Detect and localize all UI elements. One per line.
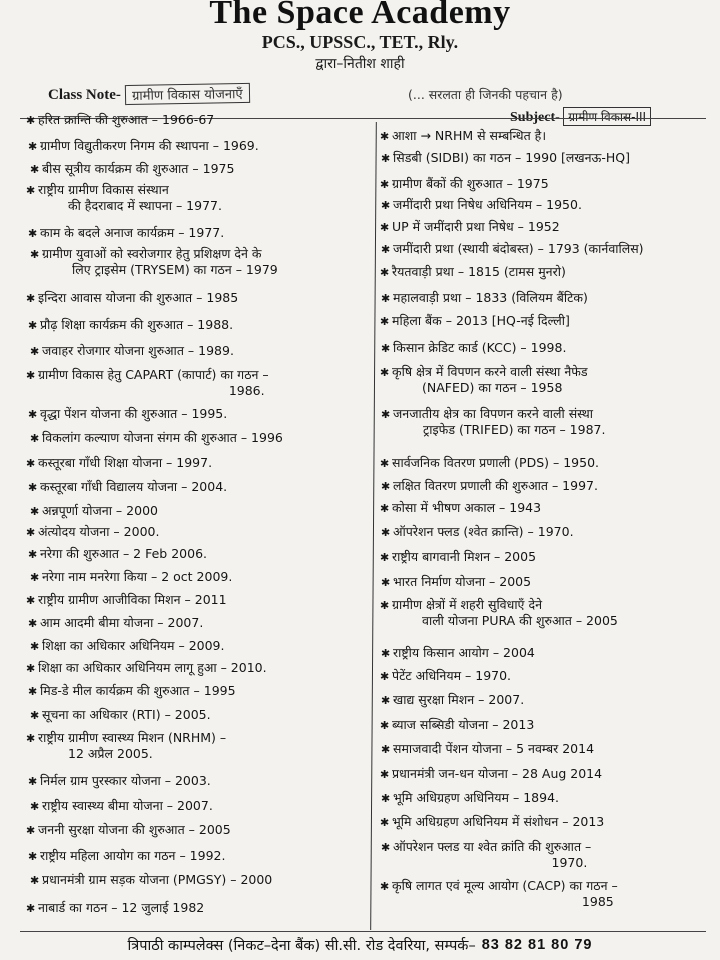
bullet-star-icon: ✱ xyxy=(28,685,38,698)
left-item-text: ग्रामीण विद्युतीकरण निगम की स्थापना – 1969. xyxy=(40,138,259,153)
right-item-text: आशा → NRHM से सम्बन्धित है। xyxy=(392,128,547,143)
right-item xyxy=(380,313,570,329)
bullet-star-icon: ✱ xyxy=(26,732,36,745)
left-item-text: अंत्योदय योजना – 2000. xyxy=(38,524,160,539)
right-item-text: कोसा में भीषण अकाल – 1943 xyxy=(392,500,542,515)
left-item-text: शिक्षा का अधिकार अधिनियम – 2009. xyxy=(42,638,225,653)
left-item-text: मिड-डे मील कार्यक्रम की शुरुआत – 1995 xyxy=(40,683,236,698)
right-item xyxy=(381,150,630,166)
right-item-text: भूमि अधिग्रहण अधिनियम में संशोधन – 2013 xyxy=(392,814,605,829)
subject-label: Subject- xyxy=(510,110,560,125)
author-line: द्वारा–नितीश शाही xyxy=(315,56,405,72)
academy-title: The Space Academy xyxy=(209,0,511,31)
right-item-continuation: (NAFED) का गठन – 1958 xyxy=(422,380,563,395)
bullet-star-icon: ✱ xyxy=(30,709,40,722)
right-item xyxy=(380,455,599,471)
left-item xyxy=(30,430,283,446)
bullet-star-icon: ✱ xyxy=(30,874,40,887)
left-item-text: जननी सुरक्षा योजना की शुरुआत – 2005 xyxy=(38,822,231,837)
left-item-text: राष्ट्रीय ग्रामीण आजीविका मिशन – 2011 xyxy=(38,592,227,607)
bullet-star-icon: ✱ xyxy=(380,266,390,279)
right-item xyxy=(380,500,541,516)
right-item-text: महालवाड़ी प्रथा – 1833 (विलियम बैंटिक) xyxy=(393,290,588,305)
class-note-label: Class Note- xyxy=(48,87,121,103)
left-item-continuation: लिए ट्राइसेम (TRYSEM) का गठन – 1979 xyxy=(72,262,278,277)
left-item xyxy=(28,225,224,241)
left-item-text: काम के बदले अनाज कार्यक्रम – 1977. xyxy=(40,225,225,240)
bullet-star-icon: ✱ xyxy=(30,800,40,813)
right-item-text: कृषि लागत एवं मूल्य आयोग (CACP) का गठन – xyxy=(392,878,618,893)
bullet-star-icon: ✱ xyxy=(30,432,40,445)
left-item xyxy=(26,660,267,676)
bullet-star-icon: ✱ xyxy=(380,816,390,829)
right-item-text: सिडबी (SIDBI) का गठन – 1990 [लखनऊ-HQ] xyxy=(393,150,630,165)
right-item-text: जमींदारी प्रथा (स्थायी बंदोबस्त) – 1793 (कार्नवालिस) xyxy=(393,241,644,256)
right-item xyxy=(381,241,644,257)
bullet-star-icon: ✱ xyxy=(381,792,391,805)
right-item-text: ब्याज सब्सिडी योजना – 2013 xyxy=(392,717,535,732)
bullet-star-icon: ✱ xyxy=(26,369,36,382)
bullet-star-icon: ✱ xyxy=(380,551,390,564)
right-item xyxy=(381,478,598,494)
right-item-text: समाजवादी पेंशन योजना – 5 नवम्बर 2014 xyxy=(393,741,595,756)
left-item-text: हरित क्रान्ति की शुरुआत – 1966-67 xyxy=(38,112,215,127)
bullet-star-icon: ✱ xyxy=(381,292,391,305)
right-item-text: राष्ट्रीय बागवानी मिशन – 2005 xyxy=(392,549,537,564)
bullet-star-icon: ✱ xyxy=(381,841,391,854)
left-item xyxy=(26,367,269,398)
left-item xyxy=(28,683,236,699)
left-item xyxy=(28,615,203,631)
right-item xyxy=(381,290,588,306)
right-item-year: 1985 xyxy=(581,894,614,909)
right-item xyxy=(380,878,618,909)
right-item xyxy=(380,264,566,280)
bullet-star-icon: ✱ xyxy=(380,457,390,470)
bullet-star-icon: ✱ xyxy=(380,670,390,683)
right-item-text: रैयतवाड़ी प्रथा – 1815 (टामस मुनरो) xyxy=(392,264,566,279)
left-item xyxy=(30,798,213,814)
left-item-text: कस्तूरबा गाँधी विद्यालय योजना – 2004. xyxy=(40,479,228,494)
bullet-star-icon: ✱ xyxy=(28,227,38,240)
left-item xyxy=(26,730,226,761)
footer xyxy=(0,930,720,960)
bullet-star-icon: ✱ xyxy=(381,199,391,212)
left-item-text: कस्तूरबा गाँधी शिक्षा योजना – 1997. xyxy=(38,455,213,470)
document-header xyxy=(0,0,720,73)
left-item xyxy=(30,503,158,519)
right-item-continuation: वाली योजना PURA की शुरुआत – 2005 xyxy=(422,613,618,628)
bullet-star-icon: ✱ xyxy=(28,140,38,153)
left-item-text: राष्ट्रीय ग्रामीण विकास संस्थान xyxy=(38,182,169,197)
right-item-text: भारत निर्माण योजना – 2005 xyxy=(393,574,532,589)
left-item xyxy=(30,569,232,585)
bullet-star-icon: ✱ xyxy=(380,178,390,191)
left-item-text: आम आदमी बीमा योजना – 2007. xyxy=(40,615,204,630)
bullet-star-icon: ✱ xyxy=(30,640,40,653)
left-item xyxy=(28,406,227,422)
bullet-star-icon: ✱ xyxy=(28,319,38,332)
right-item xyxy=(381,692,524,708)
bullet-star-icon: ✱ xyxy=(30,505,40,518)
right-item-text: सार्वजनिक वितरण प्रणाली (PDS) – 1950. xyxy=(392,455,600,470)
bullet-star-icon: ✱ xyxy=(380,599,390,612)
footer-address: त्रिपाठी काम्पलेक्स (निकट–देना बैंक) सी.सी. रोड देवरिया, सम्पर्क– xyxy=(127,938,476,954)
right-item xyxy=(381,790,559,806)
left-item xyxy=(28,317,233,333)
right-item xyxy=(380,717,534,733)
bullet-star-icon: ✱ xyxy=(380,315,390,328)
right-item-text: प्रधानमंत्री जन-धन योजना – 28 Aug 2014 xyxy=(392,766,603,781)
right-item xyxy=(381,574,531,590)
footer-phone: 83 82 81 80 79 xyxy=(481,937,593,953)
right-item-text: ऑपरेशन फ्लड (श्वेत क्रान्ति) – 1970. xyxy=(393,524,574,539)
bullet-star-icon: ✱ xyxy=(381,342,391,355)
left-item xyxy=(26,290,238,306)
subject-value: ग्रामीण विकास-III xyxy=(563,107,651,126)
right-item xyxy=(381,741,594,757)
left-item xyxy=(30,161,234,177)
left-item xyxy=(26,455,212,471)
bullet-star-icon: ✱ xyxy=(381,243,391,256)
right-item-text: किसान क्रेडिट कार्ड (KCC) – 1998. xyxy=(393,340,567,355)
left-item xyxy=(30,343,234,359)
right-item-text: ग्रामीण क्षेत्रों में शहरी सुविधाएँ देने xyxy=(392,597,543,612)
left-item xyxy=(28,773,211,789)
left-item xyxy=(26,592,227,608)
left-item xyxy=(26,112,214,128)
bullet-star-icon: ✱ xyxy=(380,880,390,893)
left-item xyxy=(28,479,227,495)
left-item-text: नरेगा नाम मनरेगा किया – 2 oct 2009. xyxy=(42,569,233,584)
bullet-star-icon: ✱ xyxy=(28,408,38,421)
right-item-text: भूमि अधिग्रहण अधिनियम – 1894. xyxy=(393,790,560,805)
bullet-star-icon: ✱ xyxy=(30,345,40,358)
bullet-star-icon: ✱ xyxy=(26,662,36,675)
bullet-star-icon: ✱ xyxy=(28,548,38,561)
bullet-star-icon: ✱ xyxy=(26,824,36,837)
left-item-text: प्रौढ़ शिक्षा कार्यक्रम की शुरुआत – 1988. xyxy=(40,317,234,332)
bullet-star-icon: ✱ xyxy=(28,481,38,494)
exam-list: PCS., UPSSC., TET., Rly. xyxy=(261,32,459,52)
bullet-star-icon: ✱ xyxy=(30,163,40,176)
left-item-text: इन्दिरा आवास योजना की शुरुआत – 1985 xyxy=(38,290,239,305)
bullet-star-icon: ✱ xyxy=(28,775,38,788)
bullet-star-icon: ✱ xyxy=(30,571,40,584)
left-item-text: राष्ट्रीय स्वास्थ्य बीमा योजना – 2007. xyxy=(42,798,213,813)
left-item-continuation: 12 अप्रैल 2005. xyxy=(68,746,153,761)
left-item xyxy=(26,822,231,838)
right-item xyxy=(381,524,574,540)
tagline: (... सरलता ही जिनकी पहचान है) xyxy=(408,87,563,102)
bullet-star-icon: ✱ xyxy=(380,221,390,234)
left-item xyxy=(30,246,278,277)
left-item xyxy=(26,182,222,213)
class-note-value: ग्रामीण विकास योजनाएँ xyxy=(124,83,249,105)
left-item-text: राष्ट्रीय महिला आयोग का गठन – 1992. xyxy=(40,848,226,863)
class-note xyxy=(48,84,249,104)
bullet-star-icon: ✱ xyxy=(381,480,391,493)
right-item-text: खाद्य सुरक्षा मिशन – 2007. xyxy=(393,692,525,707)
right-item xyxy=(380,219,560,235)
right-item xyxy=(380,814,604,830)
left-item-text: प्रधानमंत्री ग्राम सड़क योजना (PMGSY) – 2000 xyxy=(42,872,273,887)
right-item xyxy=(381,645,535,661)
bullet-star-icon: ✱ xyxy=(26,526,36,539)
bullet-star-icon: ✱ xyxy=(26,114,36,127)
bullet-star-icon: ✱ xyxy=(380,502,390,515)
left-item xyxy=(26,524,159,540)
left-item-year: 1986. xyxy=(228,383,265,398)
bullet-star-icon: ✱ xyxy=(26,457,36,470)
bullet-star-icon: ✱ xyxy=(26,594,36,607)
left-item-text: ग्रामीण युवाओं को स्वरोजगार हेतु प्रशिक्षण देने के xyxy=(42,246,262,261)
right-item xyxy=(381,839,591,870)
left-item xyxy=(28,138,259,154)
bullet-star-icon: ✱ xyxy=(381,647,391,660)
right-item-text: ऑपरेशन फ्लड या श्वेत क्रांति की शुरुआत – xyxy=(393,839,592,854)
left-item xyxy=(26,900,204,916)
right-item xyxy=(380,766,602,782)
right-item-year: 1970. xyxy=(551,855,588,870)
bullet-star-icon: ✱ xyxy=(26,292,36,305)
right-item xyxy=(380,597,618,628)
left-item xyxy=(28,546,207,562)
right-item-text: लक्षित वितरण प्रणाली की शुरुआत – 1997. xyxy=(393,478,598,493)
right-item-text: कृषि क्षेत्र में विपणन करने वाली संस्था नैफेड xyxy=(392,364,588,379)
right-item xyxy=(380,364,588,395)
bullet-star-icon: ✱ xyxy=(380,768,390,781)
right-item-text: राष्ट्रीय किसान आयोग – 2004 xyxy=(393,645,535,660)
right-item-text: महिला बैंक – 2013 [HQ-नई दिल्ली] xyxy=(392,313,570,328)
right-item-text: ग्रामीण बैंकों की शुरुआत – 1975 xyxy=(392,176,549,191)
right-item-text: पेटेंट अधिनियम – 1970. xyxy=(392,668,512,683)
left-item xyxy=(28,848,225,864)
bullet-star-icon: ✱ xyxy=(381,526,391,539)
bullet-star-icon: ✱ xyxy=(380,366,390,379)
right-item-text: UP में जमींदारी प्रथा निषेध – 1952 xyxy=(392,219,560,234)
left-item-text: विकलांग कल्याण योजना संगम की शुरुआत – 1996 xyxy=(42,430,283,445)
bullet-star-icon: ✱ xyxy=(381,743,391,756)
left-item-text: अन्नपूर्णा योजना – 2000 xyxy=(42,503,158,518)
bullet-star-icon: ✱ xyxy=(381,408,391,421)
left-item-text: नाबार्ड का गठन – 12 जुलाई 1982 xyxy=(38,900,205,915)
bullet-star-icon: ✱ xyxy=(380,719,390,732)
left-item-text: बीस सूत्रीय कार्यक्रम की शुरुआत – 1975 xyxy=(42,161,235,176)
right-item xyxy=(380,549,536,565)
bullet-star-icon: ✱ xyxy=(28,617,38,630)
right-item-text: जनजातीय क्षेत्र का विपणन करने वाली संस्था xyxy=(393,406,593,421)
right-item xyxy=(381,197,582,213)
right-item xyxy=(380,128,546,144)
bullet-star-icon: ✱ xyxy=(28,850,38,863)
left-item-text: नरेगा की शुरुआत – 2 Feb 2006. xyxy=(40,546,207,561)
left-item-text: ग्रामीण विकास हेतु CAPART (कापार्ट) का गठन – xyxy=(38,367,269,382)
bullet-star-icon: ✱ xyxy=(380,130,390,143)
right-item xyxy=(381,406,605,437)
bullet-star-icon: ✱ xyxy=(26,184,36,197)
left-item xyxy=(30,638,224,654)
bullet-star-icon: ✱ xyxy=(30,248,40,261)
left-item-text: सूचना का अधिकार (RTI) – 2005. xyxy=(42,707,211,722)
right-item-continuation: ट्राइफेड (TRIFED) का गठन – 1987. xyxy=(423,422,606,437)
left-item-text: निर्मल ग्राम पुरस्कार योजना – 2003. xyxy=(40,773,211,788)
right-item-text: जमींदारी प्रथा निषेध अधिनियम – 1950. xyxy=(393,197,582,212)
left-item-text: राष्ट्रीय ग्रामीण स्वास्थ्य मिशन (NRHM) – xyxy=(38,730,227,745)
left-item-continuation: की हैदराबाद में स्थापना – 1977. xyxy=(68,198,222,213)
bullet-star-icon: ✱ xyxy=(381,152,391,165)
bullet-star-icon: ✱ xyxy=(381,576,391,589)
left-item xyxy=(30,872,272,888)
bullet-star-icon: ✱ xyxy=(26,902,36,915)
right-item xyxy=(381,340,566,356)
bullet-star-icon: ✱ xyxy=(381,694,391,707)
left-item-text: शिक्षा का अधिकार अधिनियम लागू हुआ – 2010. xyxy=(38,660,267,675)
left-item xyxy=(30,707,211,723)
left-item-text: जवाहर रोजगार योजना शुरुआत – 1989. xyxy=(42,343,234,358)
right-item xyxy=(380,668,511,684)
right-item xyxy=(380,176,549,192)
left-item-text: वृद्धा पेंशन योजना की शुरुआत – 1995. xyxy=(40,406,228,421)
